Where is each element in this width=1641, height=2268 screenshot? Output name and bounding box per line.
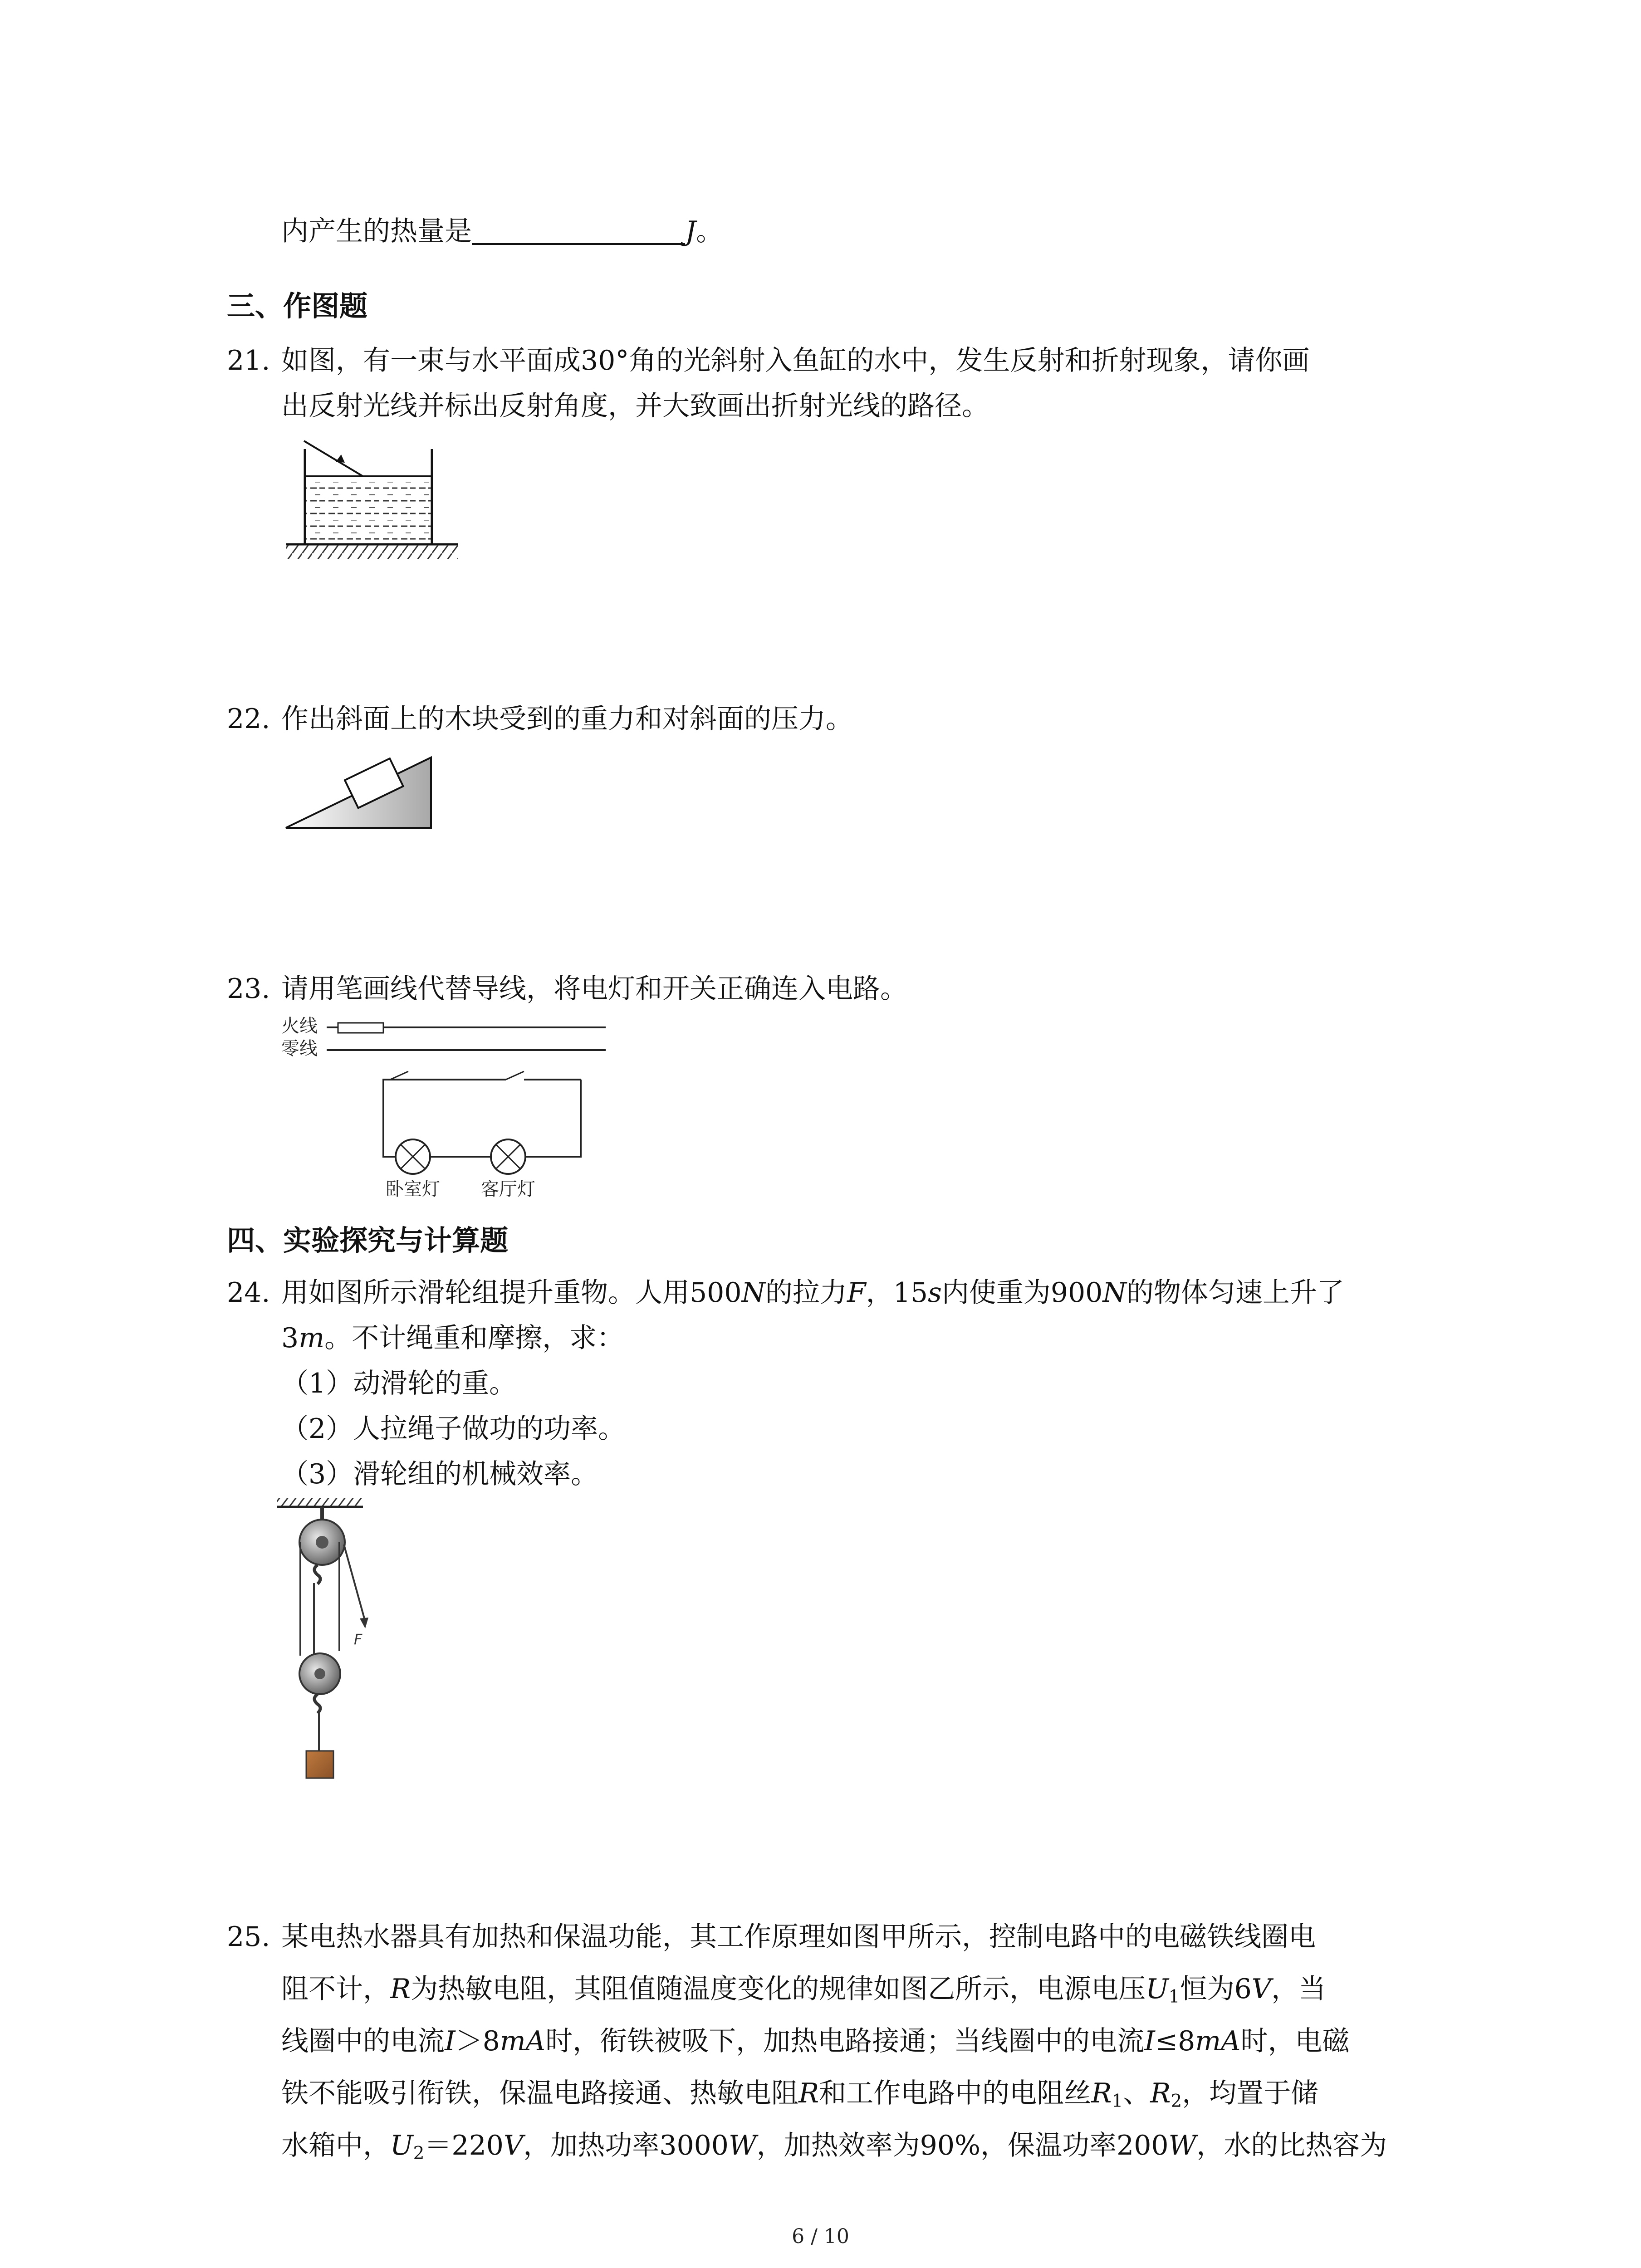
q21-line1: 如图，有一束与水平面成30°角的光斜射入鱼缸的水中，发生反射和折射现象，请你画: [281, 345, 1310, 376]
load-block: [306, 1751, 333, 1778]
q21-number: 21.: [227, 345, 270, 376]
q24-sub1: （1）动滑轮的重。: [281, 1368, 517, 1399]
force-label: F: [354, 1631, 362, 1648]
q24-sub2: （2）人拉绳子做功的功率。: [281, 1413, 626, 1445]
switch-2-icon: [485, 1071, 524, 1080]
switch-1-icon: [390, 1071, 408, 1080]
incline-figure: [281, 744, 445, 835]
q20-tail-line: 内产生的热量是 J。: [281, 215, 724, 247]
neutral-wire-label: 零线: [281, 1038, 318, 1059]
living-room-lamp-label: 客厅灯: [481, 1179, 535, 1200]
q24-line1: 用如图所示滑轮组提升重物。人用500N的拉力F，15s内使重为900N的物体匀速上升了: [281, 1277, 1344, 1309]
living-room-lamp-icon: [491, 1139, 525, 1174]
live-wire-label: 火线: [281, 1016, 318, 1036]
q23-number: 23.: [227, 973, 270, 1005]
bedroom-lamp-icon: [396, 1139, 430, 1174]
bedroom-lamp-label: 卧室灯: [386, 1179, 440, 1200]
fish-tank-figure: [272, 431, 463, 567]
q23-text: 请用笔画线代替导线，将电灯和开关正确连入电路。: [281, 973, 907, 1005]
q25-number: 25.: [227, 1921, 270, 1953]
q25-line5: 水箱中，$U_2=220V$，加热功率3000W，加热效率为90%，保温功率200W，水的比热容为: [281, 2130, 1387, 2164]
page-number: 6 / 10: [792, 2225, 849, 2248]
section-3-title: 三、作图题: [227, 289, 368, 323]
q20-tail-text: 内产生的热量是: [281, 215, 472, 247]
fuse-icon: [338, 1023, 383, 1033]
q25-line2: 阻不计，R为热敏电阻，其阻值随温度变化的规律如图乙所示，电源电压$U_1$恒为6V，当: [281, 1973, 1326, 2007]
circuit-figure: [277, 1012, 622, 1202]
q22-number: 22.: [227, 703, 270, 735]
q25-line4: 铁不能吸引衔铁，保温电路接通、热敏电阻R和工作电路中的电阻丝$R_1$、$R_2$，均置于储: [281, 2077, 1318, 2112]
q24-number: 24.: [227, 1277, 270, 1309]
q25-line3: 线圈中的电流I＞8mA时，衔铁被吸下，加热电路接通；当线圈中的电流I≤8mA时，电磁: [281, 2025, 1350, 2057]
q24-line2: 3m。不计绳重和摩擦，求：: [281, 1322, 624, 1354]
answer-blank[interactable]: [472, 217, 685, 245]
pulley-figure: [272, 1497, 381, 1796]
unit-joule: J: [685, 215, 696, 247]
q21-line2: 出反射光线并标出反射角度，并大致画出折射光线的路径。: [281, 390, 989, 422]
section-4-title: 四、实验探究与计算题: [227, 1224, 509, 1257]
q22-text: 作出斜面上的木块受到的重力和对斜面的压力。: [281, 703, 853, 735]
q25-line1: 某电热水器具有加热和保温功能，其工作原理如图甲所示，控制电路中的电磁铁线圈电: [281, 1921, 1316, 1953]
q24-sub3: （3）滑轮组的机械效率。: [281, 1458, 598, 1490]
